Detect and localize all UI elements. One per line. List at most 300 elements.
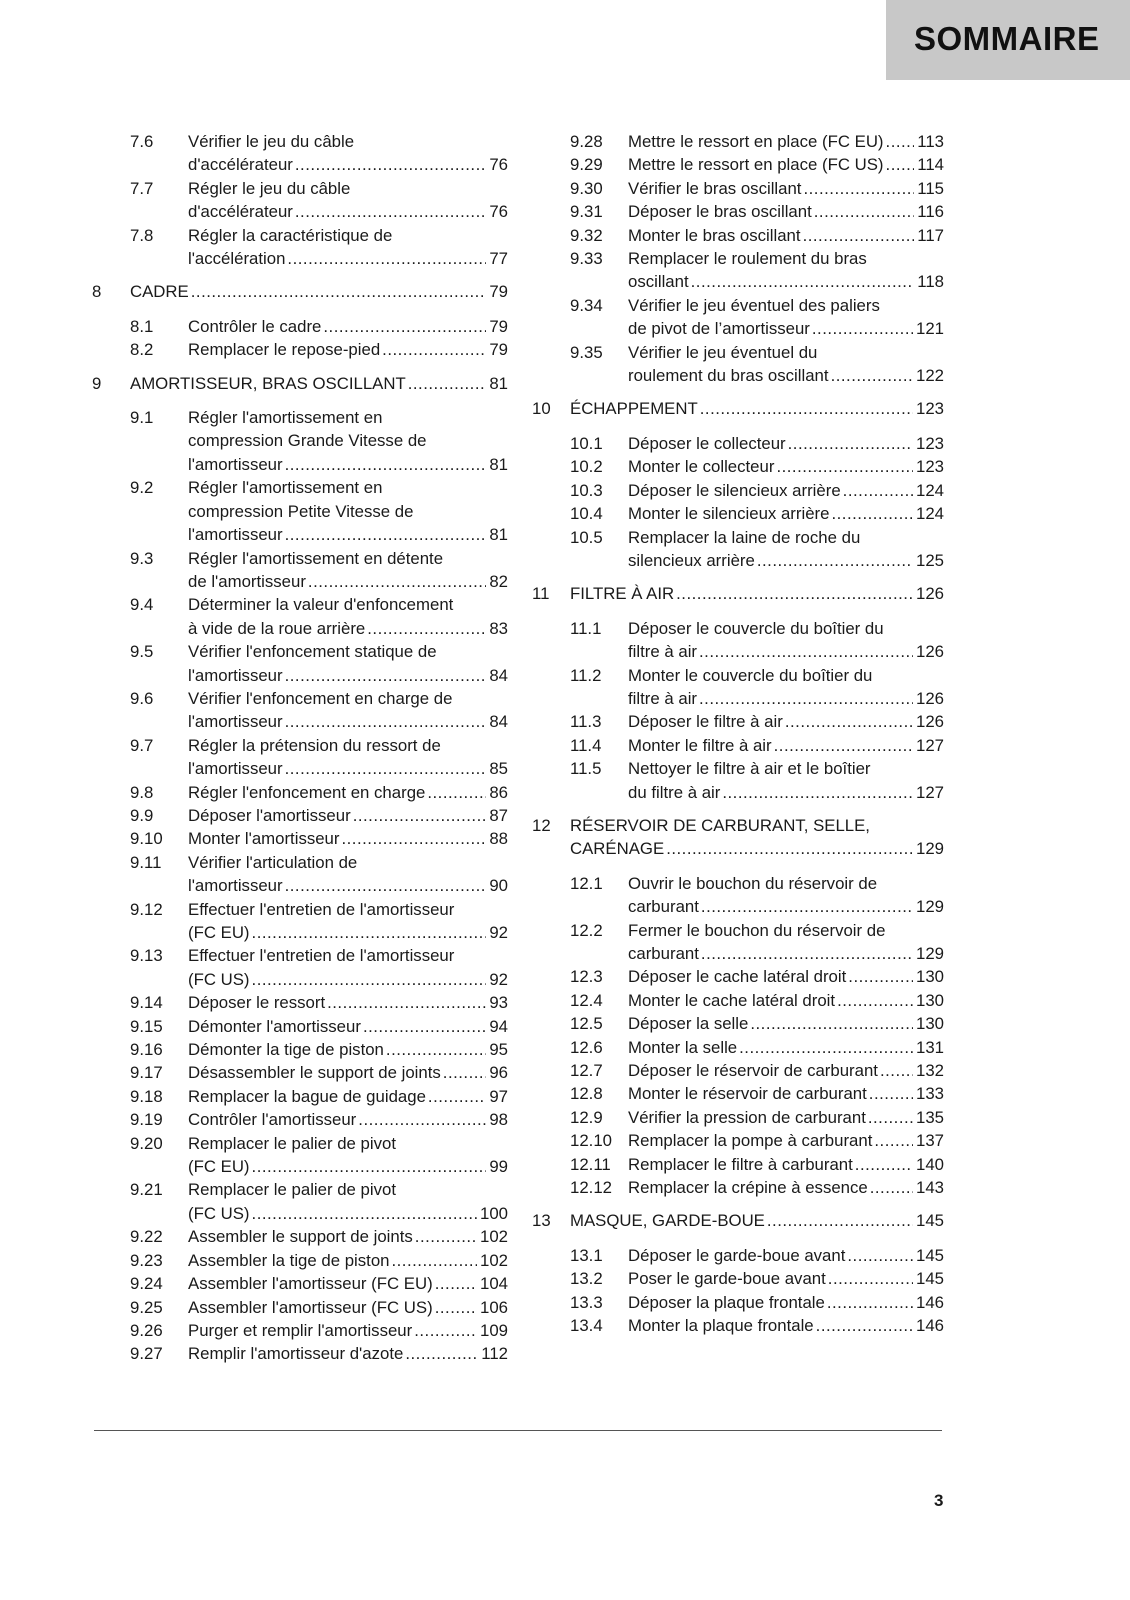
- toc-entry-title-line: compression Grande Vitesse de: [188, 431, 427, 451]
- toc-section-entry[interactable]: [532, 1082, 944, 1105]
- toc-section-entry[interactable]: [532, 247, 944, 294]
- toc-entry-page: 123: [916, 457, 944, 477]
- toc-section-entry[interactable]: [532, 224, 944, 247]
- toc-entry-page: 100: [480, 1203, 508, 1223]
- dot-leader: [308, 570, 486, 593]
- dot-leader: [757, 549, 913, 572]
- toc-entry-page: 81: [489, 525, 508, 545]
- toc-entry-page: 137: [916, 1131, 944, 1151]
- toc-entry-number: 9.1: [130, 408, 154, 428]
- toc-entry-number: 12.12: [570, 1178, 612, 1198]
- dot-leader: [295, 200, 486, 223]
- footer-divider: [94, 1430, 942, 1431]
- toc-entry-title-line: compression Petite Vitesse de: [188, 501, 414, 521]
- toc-entry-title-line: Remplacer le filtre à carburant: [628, 1154, 853, 1174]
- dot-leader: [252, 968, 487, 991]
- dot-leader: [353, 804, 487, 827]
- toc-section-entry[interactable]: [92, 593, 508, 640]
- dot-leader: [870, 1176, 913, 1199]
- toc-section-entry[interactable]: [92, 1342, 508, 1365]
- dot-leader: [803, 224, 915, 247]
- toc-section-entry[interactable]: [92, 640, 508, 687]
- dot-leader: [700, 397, 913, 420]
- dot-leader: [323, 315, 486, 338]
- dot-leader: [414, 1319, 477, 1342]
- toc-entry-title-line: Mettre le ressort en place (FC EU): [628, 132, 884, 151]
- toc-entry-title-line: Nettoyer le filtre à air et le boîtier: [628, 759, 871, 779]
- toc-entry-page: 102: [480, 1250, 508, 1270]
- toc-section-entry[interactable]: [92, 827, 508, 850]
- dot-leader: [868, 1106, 913, 1129]
- toc-entry-title-line: Déposer le ressort: [188, 993, 326, 1013]
- toc-section-entry[interactable]: [532, 1129, 944, 1152]
- toc-section-entry[interactable]: [92, 315, 508, 338]
- toc-entry-title-line: du filtre à air: [628, 782, 721, 802]
- toc-section-entry[interactable]: [532, 1036, 944, 1059]
- toc-entry-title-line: carburant: [628, 944, 699, 963]
- toc-entry-number: 9: [92, 373, 102, 393]
- dot-leader: [837, 989, 913, 1012]
- dot-leader: [701, 895, 913, 918]
- toc-column-left: [92, 130, 508, 1366]
- toc-section-entry[interactable]: [532, 1314, 944, 1337]
- dot-leader: [191, 280, 487, 303]
- toc-entry-number: 9.18: [130, 1086, 163, 1106]
- toc-entry-number: 10.3: [570, 480, 603, 500]
- toc-entry-page: 76: [489, 155, 508, 175]
- toc-entry-title-line: Vérifier l'enfoncement en charge de: [188, 688, 453, 708]
- dot-leader: [341, 827, 486, 850]
- toc-entry-page: 79: [489, 282, 508, 302]
- dot-leader: [363, 1015, 486, 1038]
- toc-entry-page: 145: [916, 1245, 944, 1265]
- dot-leader: [699, 687, 913, 710]
- toc-entry-title-line: Remplacer le palier de pivot: [188, 1133, 397, 1153]
- toc-entry-page: 106: [480, 1297, 508, 1317]
- toc-entry-title-line: Assembler l'amortisseur (FC US): [188, 1297, 433, 1317]
- toc-entry-page: 123: [916, 433, 944, 453]
- toc-entry-number: 8.2: [130, 340, 154, 360]
- dot-leader: [285, 664, 487, 687]
- toc-entry-number: 9.7: [130, 735, 154, 755]
- dot-leader: [666, 837, 913, 860]
- toc-entry-page: 93: [489, 993, 508, 1013]
- toc-section-entry[interactable]: [92, 851, 508, 898]
- dot-leader: [427, 781, 486, 804]
- dot-leader: [252, 921, 487, 944]
- toc-entry-number: 13.2: [570, 1269, 603, 1289]
- toc-section-entry[interactable]: [532, 664, 944, 711]
- toc-section-entry[interactable]: [92, 944, 508, 991]
- toc-entry-title-line: MASQUE, GARDE-BOUE: [570, 1211, 765, 1231]
- toc-entry-number: 11: [532, 584, 550, 604]
- toc-section-entry[interactable]: [532, 872, 944, 919]
- dot-leader: [750, 1012, 913, 1035]
- toc-entry-page: 129: [916, 897, 944, 917]
- toc-entry-title-line: Vérifier le jeu éventuel des paliers: [628, 295, 880, 315]
- toc-entry-number: 12.8: [570, 1084, 603, 1104]
- toc-entry-page: 130: [916, 967, 944, 987]
- toc-section-entry[interactable]: [532, 153, 944, 176]
- toc-entry-number: 13.3: [570, 1292, 603, 1312]
- toc-entry-title-line: Vérifier l'enfoncement statique de: [188, 642, 437, 662]
- dot-leader: [828, 1267, 913, 1290]
- toc-entry-title-line: (FC US): [188, 969, 250, 989]
- toc-section-entry[interactable]: [532, 1153, 944, 1176]
- dot-leader: [816, 1314, 913, 1337]
- toc-entry-title-line: Régler l'enfoncement en charge: [188, 782, 426, 802]
- toc-entry-title-line: Remplir l'amortisseur d'azote: [188, 1344, 404, 1364]
- toc-section-entry[interactable]: [92, 1015, 508, 1038]
- toc-entry-number: 9.19: [130, 1110, 163, 1130]
- toc-column-right: [532, 130, 944, 1338]
- toc-entry-title-line: Déterminer la valeur d'enfoncement: [188, 595, 454, 615]
- toc-chapter-entry[interactable]: [92, 280, 508, 303]
- toc-entry-page: 88: [489, 829, 508, 849]
- toc-entry-number: 11.2: [570, 665, 602, 685]
- toc-entry-page: 135: [916, 1107, 944, 1127]
- toc-entry-page: 82: [489, 571, 508, 591]
- toc-entry-title-line: Vérifier l'articulation de: [188, 852, 358, 872]
- toc-section-entry[interactable]: [92, 804, 508, 827]
- toc-entry-page: 90: [489, 876, 508, 896]
- toc-section-entry[interactable]: [532, 710, 944, 733]
- toc-entry-page: 104: [480, 1274, 508, 1294]
- toc-section-entry[interactable]: [532, 1244, 944, 1267]
- toc-entry-number: 9.10: [130, 829, 163, 849]
- toc-entry-page: 125: [916, 550, 944, 570]
- toc-entry-page: 129: [916, 944, 944, 963]
- dot-leader: [767, 1209, 913, 1232]
- toc-entry-page: 146: [916, 1292, 944, 1312]
- toc-entry-number: 12.7: [570, 1061, 603, 1081]
- toc-entry-title-line: Remplacer la pompe à carburant: [628, 1131, 873, 1151]
- toc-entry-page: 124: [916, 504, 944, 524]
- toc-entry-number: 9.21: [130, 1180, 163, 1200]
- toc-entry-title-line: Assembler le support de joints: [188, 1227, 413, 1247]
- toc-entry-title-line: Remplacer le palier de pivot: [188, 1180, 397, 1200]
- toc-entry-title-line: Déposer le bras oscillant: [628, 202, 812, 222]
- toc-entry-page: 146: [916, 1316, 944, 1336]
- dot-leader: [843, 479, 913, 502]
- toc-entry-title-line: Effectuer l'entretien de l'amortisseur: [188, 946, 455, 966]
- toc-entry-number: 9.3: [130, 548, 154, 568]
- toc-section-entry[interactable]: [532, 526, 944, 573]
- section-header-tab: [886, 0, 1130, 80]
- dot-leader: [814, 200, 914, 223]
- toc-section-entry[interactable]: [532, 1176, 944, 1199]
- toc-entry-number: 9.35: [570, 342, 603, 362]
- toc-chapter-entry[interactable]: [532, 1209, 944, 1232]
- toc-entry-title-line: Déposer l'amortisseur: [188, 805, 351, 825]
- toc-entry-page: 131: [916, 1037, 944, 1057]
- toc-entry-title-line: Désassembler le support de joints: [188, 1063, 441, 1083]
- toc-entry-number: 11.1: [570, 618, 602, 638]
- toc-entry-page: 124: [916, 480, 944, 500]
- toc-section-entry[interactable]: [532, 1267, 944, 1290]
- toc-entry-title-line: silencieux arrière: [628, 550, 755, 570]
- toc-entry-number: 13: [532, 1211, 551, 1231]
- dot-leader: [848, 965, 913, 988]
- dot-leader: [803, 177, 914, 200]
- toc-section-entry[interactable]: [92, 1038, 508, 1061]
- toc-chapter-entry[interactable]: [532, 582, 944, 605]
- dot-leader: [435, 1272, 477, 1295]
- dot-leader: [285, 453, 487, 476]
- toc-entry-number: 9.27: [130, 1344, 163, 1364]
- toc-section-entry[interactable]: [92, 781, 508, 804]
- toc-entry-page: 76: [489, 202, 508, 222]
- toc-entry-title-line: ÉCHAPPEMENT: [570, 399, 698, 419]
- toc-entry-title-line: d'accélérateur: [188, 202, 293, 222]
- toc-entry-title-line: (FC US): [188, 1203, 250, 1223]
- toc-entry-page: 83: [489, 618, 508, 638]
- toc-entry-page: 92: [489, 923, 508, 942]
- toc-entry-page: 130: [916, 1014, 944, 1034]
- toc-section-entry[interactable]: [532, 1291, 944, 1314]
- toc-entry-number: 9.34: [570, 295, 603, 315]
- toc-entry-title-line: Remplacer le repose-pied: [188, 340, 381, 360]
- toc-entry-title-line: Monter le couvercle du boîtier du: [628, 665, 873, 685]
- toc-entry-title-line: Déposer le filtre à air: [628, 712, 783, 732]
- toc-section-entry[interactable]: [92, 547, 508, 594]
- dot-leader: [252, 1155, 487, 1178]
- toc-section-entry[interactable]: [532, 617, 944, 664]
- toc-entry-number: 11.4: [570, 735, 602, 755]
- toc-section-entry[interactable]: [92, 338, 508, 361]
- toc-entry-page: 92: [489, 969, 508, 989]
- toc-entry-title-line: Monter le filtre à air: [628, 735, 772, 755]
- toc-chapter-entry[interactable]: [92, 372, 508, 395]
- toc-entry-title-line: Déposer la plaque frontale: [628, 1292, 825, 1312]
- dot-leader: [287, 247, 486, 270]
- toc-entry-title-line: (FC EU): [188, 1157, 250, 1177]
- toc-section-entry[interactable]: [92, 1178, 508, 1225]
- toc-entry-number: 9.13: [130, 946, 163, 966]
- toc-entry-number: 12.11: [570, 1154, 611, 1174]
- dot-leader: [701, 942, 913, 965]
- toc-entry-page: 77: [489, 249, 508, 269]
- toc-section-entry[interactable]: [92, 406, 508, 476]
- toc-entry-page: 95: [489, 1040, 508, 1060]
- toc-entry-number: 9.31: [570, 202, 603, 222]
- toc-entry-page: 143: [916, 1178, 944, 1198]
- toc-entry-title-line: Démonter l'amortisseur: [188, 1016, 361, 1036]
- toc-section-entry[interactable]: [532, 294, 944, 341]
- toc-entry-number: 11.5: [570, 759, 602, 779]
- toc-entry-title-line: Poser le garde-boue avant: [628, 1269, 826, 1289]
- toc-entry-number: 9.30: [570, 178, 603, 198]
- dot-leader: [847, 1244, 913, 1267]
- toc-entry-page: 121: [916, 319, 944, 339]
- toc-entry-number: 9.11: [130, 852, 162, 872]
- toc-entry-page: 97: [489, 1086, 508, 1106]
- toc-entry-title-line: l'amortisseur: [188, 665, 283, 685]
- toc-entry-number: 9.9: [130, 805, 154, 825]
- toc-entry-number: 8: [92, 282, 102, 302]
- toc-entry-title-line: Remplacer la bague de guidage: [188, 1086, 426, 1106]
- toc-entry-title-line: de pivot de l’amortisseur: [628, 319, 810, 339]
- toc-entry-number: 12: [532, 815, 551, 835]
- toc-section-entry[interactable]: [92, 1249, 508, 1272]
- toc-entry-page: 140: [916, 1154, 944, 1174]
- dot-leader: [776, 455, 913, 478]
- dot-leader: [386, 1038, 486, 1061]
- toc-entry-title-line: Régler l'amortissement en détente: [188, 548, 444, 568]
- dot-leader: [443, 1061, 487, 1084]
- dot-leader: [785, 710, 913, 733]
- toc-section-entry[interactable]: [92, 177, 508, 224]
- dot-leader: [285, 874, 487, 897]
- toc-entry-title-line: l'amortisseur: [188, 759, 283, 779]
- toc-entry-page: 86: [489, 782, 508, 802]
- toc-chapter-entry[interactable]: [532, 814, 944, 861]
- toc-section-entry[interactable]: [532, 130, 944, 153]
- toc-entry-title-line: Purger et remplir l'amortisseur: [188, 1320, 413, 1340]
- dot-leader: [788, 432, 913, 455]
- toc-section-entry[interactable]: [532, 734, 944, 757]
- toc-entry-title-line: Assembler la tige de piston: [188, 1250, 390, 1270]
- toc-entry-title-line: Monter le réservoir de carburant: [628, 1084, 867, 1104]
- toc-section-entry[interactable]: [92, 1108, 508, 1131]
- toc-section-entry[interactable]: [532, 965, 944, 988]
- toc-entry-page: 99: [489, 1157, 508, 1177]
- toc-section-entry[interactable]: [92, 1319, 508, 1342]
- toc-entry-number: 10.5: [570, 527, 603, 547]
- toc-entry-number: 8.1: [130, 316, 154, 336]
- dot-leader: [739, 1036, 913, 1059]
- toc-entry-number: 9.22: [130, 1227, 163, 1247]
- toc-entry-title-line: Vérifier le jeu du câble: [188, 132, 355, 151]
- toc-entry-title-line: l'amortisseur: [188, 525, 283, 545]
- toc-entry-number: 10: [532, 399, 551, 419]
- dot-leader: [722, 781, 913, 804]
- toc-entry-number: 9.25: [130, 1297, 163, 1317]
- toc-entry-page: 126: [916, 642, 944, 662]
- toc-section-entry[interactable]: [532, 479, 944, 502]
- toc-section-entry[interactable]: [532, 1012, 944, 1035]
- dot-leader: [367, 617, 486, 640]
- toc-entry-title-line: FILTRE À AIR: [570, 584, 675, 604]
- toc-section-entry[interactable]: [532, 1106, 944, 1129]
- toc-entry-number: 9.16: [130, 1040, 163, 1060]
- toc-entry-page: 113: [917, 132, 944, 151]
- toc-entry-title-line: Déposer le cache latéral droit: [628, 967, 847, 987]
- toc-section-entry[interactable]: [92, 1061, 508, 1084]
- toc-entry-number: 9.8: [130, 782, 154, 802]
- toc-entry-title-line: Fermer le bouchon du réservoir de: [628, 920, 886, 940]
- toc-entry-number: 7.7: [130, 178, 154, 198]
- toc-section-entry[interactable]: [532, 455, 944, 478]
- dot-leader: [831, 502, 913, 525]
- toc-entry-number: 12.9: [570, 1107, 603, 1127]
- dot-leader: [285, 523, 487, 546]
- toc-entry-title-line: Déposer le garde-boue avant: [628, 1245, 846, 1265]
- toc-entry-page: 98: [489, 1110, 508, 1130]
- toc-section-entry[interactable]: [532, 432, 944, 455]
- toc-entry-number: 12.6: [570, 1037, 603, 1057]
- toc-entry-number: 9.28: [570, 132, 603, 151]
- toc-entry-title-line: Régler la caractéristique de: [188, 225, 393, 245]
- toc-entry-number: 10.2: [570, 457, 603, 477]
- toc-section-entry[interactable]: [92, 991, 508, 1014]
- dot-leader: [358, 1108, 486, 1131]
- toc-section-entry[interactable]: [532, 341, 944, 388]
- toc-entry-page: 132: [916, 1061, 944, 1081]
- toc-section-entry[interactable]: [532, 757, 944, 804]
- toc-entry-title-line: Vérifier le jeu éventuel du: [628, 342, 818, 362]
- toc-entry-page: 96: [489, 1063, 508, 1083]
- dot-leader: [886, 130, 915, 153]
- toc-entry-page: 81: [489, 373, 508, 393]
- toc-section-entry[interactable]: [92, 130, 508, 177]
- toc-entry-title-line: Contrôler le cadre: [188, 316, 322, 336]
- toc-section-entry[interactable]: [532, 200, 944, 223]
- toc-entry-page: 122: [916, 366, 944, 386]
- toc-section-entry[interactable]: [92, 1132, 508, 1179]
- toc-entry-number: 9.20: [130, 1133, 163, 1153]
- toc-entry-number: 13.4: [570, 1316, 603, 1336]
- toc-entry-number: 12.3: [570, 967, 603, 987]
- dot-leader: [831, 364, 913, 387]
- toc-entry-title-line: Déposer le réservoir de carburant: [628, 1061, 878, 1081]
- toc-entry-title-line: Monter l'amortisseur: [188, 829, 340, 849]
- toc-entry-page: 109: [480, 1320, 508, 1340]
- toc-entry-number: 9.29: [570, 155, 603, 175]
- toc-section-entry[interactable]: [532, 919, 944, 966]
- toc-section-entry[interactable]: [92, 1085, 508, 1108]
- toc-section-entry[interactable]: [532, 989, 944, 1012]
- toc-entry-page: 79: [489, 340, 508, 360]
- toc-section-entry[interactable]: [92, 687, 508, 734]
- dot-leader: [827, 1291, 913, 1314]
- toc-entry-number: 9.32: [570, 225, 603, 245]
- toc-section-entry[interactable]: [92, 898, 508, 945]
- toc-entry-title-line: d'accélérateur: [188, 155, 293, 175]
- toc-section-entry[interactable]: [532, 177, 944, 200]
- toc-section-entry[interactable]: [92, 1225, 508, 1248]
- dot-leader: [435, 1296, 477, 1319]
- toc-entry-number: 9.23: [130, 1250, 163, 1270]
- toc-entry-title-line: oscillant: [628, 272, 689, 292]
- toc-entry-title-line: CARÉNAGE: [570, 839, 665, 859]
- toc-entry-number: 9.17: [130, 1063, 163, 1083]
- toc-entry-page: 79: [489, 316, 508, 336]
- toc-section-entry[interactable]: [532, 1059, 944, 1082]
- toc-section-entry[interactable]: [92, 734, 508, 781]
- toc-entry-page: 81: [489, 454, 508, 474]
- toc-section-entry[interactable]: [92, 476, 508, 546]
- toc-section-entry[interactable]: [532, 502, 944, 525]
- toc-entry-page: 116: [917, 202, 944, 222]
- toc-entry-number: 12.10: [570, 1131, 612, 1151]
- toc-entry-number: 7.6: [130, 132, 154, 151]
- toc-section-entry[interactable]: [92, 224, 508, 271]
- toc-chapter-entry[interactable]: [532, 397, 944, 420]
- toc-entry-page: 129: [916, 839, 944, 859]
- toc-entry-number: 12.1: [570, 873, 603, 893]
- toc-section-entry[interactable]: [92, 1272, 508, 1295]
- dot-leader: [699, 640, 913, 663]
- dot-leader: [691, 270, 915, 293]
- toc-section-entry[interactable]: [92, 1296, 508, 1319]
- toc-entry-title-line: Régler la prétension du ressort de: [188, 735, 441, 755]
- toc-entry-number: 12.2: [570, 920, 603, 940]
- toc-entry-page: 112: [481, 1344, 508, 1364]
- toc-entry-title-line: Régler l'amortissement en: [188, 478, 383, 498]
- toc-entry-title-line: filtre à air: [628, 642, 698, 662]
- toc-entry-title-line: Déposer le couvercle du boîtier du: [628, 618, 884, 638]
